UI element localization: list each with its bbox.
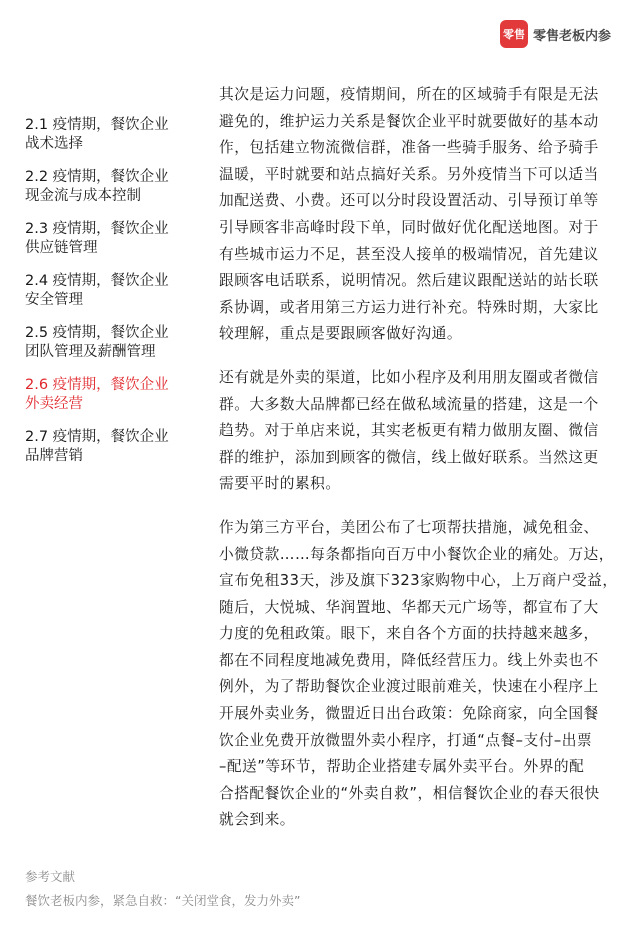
paragraph-line: 宣布免租33天，涉及旗下323家购物中心，上万商户受益， xyxy=(219,572,618,590)
toc-item-line: 外卖经营 xyxy=(25,396,83,412)
paragraph xyxy=(219,365,629,498)
toc-item-line: 2.2 疫情期，餐饮企业 xyxy=(25,169,169,185)
paragraph-line: 跟顾客电话联系，说明情况。然后建议跟配送站的站长联 xyxy=(219,272,599,290)
paragraph-line: 避免的，维护运力关系是餐饮企业平时就要做好的基本动 xyxy=(219,112,599,130)
toc-item[interactable] xyxy=(25,428,200,466)
paragraph-line: 随后，大悦城、华润置地、华都天元广场等，都宣布了大 xyxy=(219,598,599,616)
paragraph-line: 有些城市运力不足，甚至没人接单的极端情况，首先建议 xyxy=(219,245,599,263)
paragraph-line: 引导顾客非高峰时段下单，同时做好优化配送地图。对于 xyxy=(219,218,599,236)
toc-item-line: 2.4 疫情期，餐饮企业 xyxy=(25,273,169,289)
toc-item[interactable] xyxy=(25,324,200,362)
toc-item[interactable] xyxy=(25,220,200,258)
article-body xyxy=(219,82,629,851)
paragraph-line: 饮企业免费开放微盟外卖小程序，打通“点餐–支付–出票 xyxy=(219,731,593,749)
paragraph-line: 小微贷款……每条都指向百万中小餐饮企业的痛处。万达， xyxy=(219,545,614,563)
paragraph-line: –配送”等环节，帮助企业搭建专属外卖平台。外界的配 xyxy=(219,758,585,776)
brand-name: 零售老板内参 xyxy=(533,28,612,44)
brand-logo xyxy=(500,20,611,48)
paragraph-line: 加配送费、小费。还可以分时段设置活动、引导预订单等 xyxy=(219,192,599,210)
reference-item: 餐饮老板内参，紧急自救：“关闭堂食，发力外卖” xyxy=(25,893,301,908)
references-title: 参考文献 xyxy=(25,869,76,884)
toc-item-line: 2.6 疫情期，餐饮企业 xyxy=(25,377,169,393)
paragraph xyxy=(219,515,629,834)
toc-item-line: 2.7 疫情期，餐饮企业 xyxy=(25,429,169,445)
paragraph-line: 作，包括建立物流微信群，准备一些骑手服务、给予骑手 xyxy=(219,139,599,157)
paragraph-line: 趋势。对于单店来说，其实老板更有精力做朋友圈、微信 xyxy=(219,422,599,440)
paragraph-line: 都在不同程度地减免费用，降低经营压力。线上外卖也不 xyxy=(219,651,599,669)
brand-logo-icon xyxy=(500,20,528,48)
paragraph-line: 力度的免租政策。眼下，来自各个方面的扶持越来越多， xyxy=(219,625,599,643)
toc-item[interactable] xyxy=(25,116,200,154)
toc-item-line: 2.1 疫情期，餐饮企业 xyxy=(25,117,169,133)
toc-item[interactable] xyxy=(25,168,200,206)
paragraph-line: 系协调，或者用第三方运力进行补充。特殊时期，大家比 xyxy=(219,298,599,316)
toc-item-line: 供应链管理 xyxy=(25,240,98,256)
toc-item-line: 战术选择 xyxy=(25,136,83,152)
paragraph-line: 温暖，平时就要和站点搞好关系。另外疫情当下可以适当 xyxy=(219,165,599,183)
paragraph-line: 就会到来。 xyxy=(219,811,295,829)
paragraph-line: 开展外卖业务，微盟近日出台政策：免除商家，向全国餐 xyxy=(219,705,599,723)
table-of-contents xyxy=(25,116,200,480)
toc-item-line: 团队管理及薪酬管理 xyxy=(25,344,156,360)
paragraph-line: 其次是运力问题，疫情期间，所在的区域骑手有限是无法 xyxy=(219,86,599,103)
paragraph xyxy=(219,82,629,348)
paragraph-line: 例外，为了帮助餐饮企业渡过眼前难关，快速在小程序上 xyxy=(219,678,599,696)
toc-item-line: 安全管理 xyxy=(25,292,83,308)
paragraph-line: 需要平时的累积。 xyxy=(219,475,341,493)
toc-item[interactable] xyxy=(25,376,200,414)
references xyxy=(25,865,300,913)
toc-item-line: 2.3 疫情期，餐饮企业 xyxy=(25,221,169,237)
paragraph-line: 较理解，重点是要跟顾客做好沟通。 xyxy=(219,325,463,343)
paragraph-line: 作为第三方平台，美团公布了七项帮扶措施，减免租金、 xyxy=(219,518,599,536)
toc-item-line: 2.5 疫情期，餐饮企业 xyxy=(25,325,169,341)
paragraph-line: 合搭配餐饮企业的“外卖自救”，相信餐饮企业的春天很快 xyxy=(219,784,600,802)
paragraph-line: 群的维护，添加到顾客的微信，线上做好联系。当然这更 xyxy=(219,448,599,466)
toc-item[interactable] xyxy=(25,272,200,310)
toc-item-line: 现金流与成本控制 xyxy=(25,188,141,204)
paragraph-line: 还有就是外卖的渠道，比如小程序及利用朋友圈或者微信 xyxy=(219,368,599,386)
toc-item-line: 品牌营销 xyxy=(25,448,83,464)
brand-logo-mark-text: 零售 xyxy=(503,27,525,41)
paragraph-line: 群。大多数大品牌都已经在做私域流量的搭建，这是一个 xyxy=(219,395,599,413)
